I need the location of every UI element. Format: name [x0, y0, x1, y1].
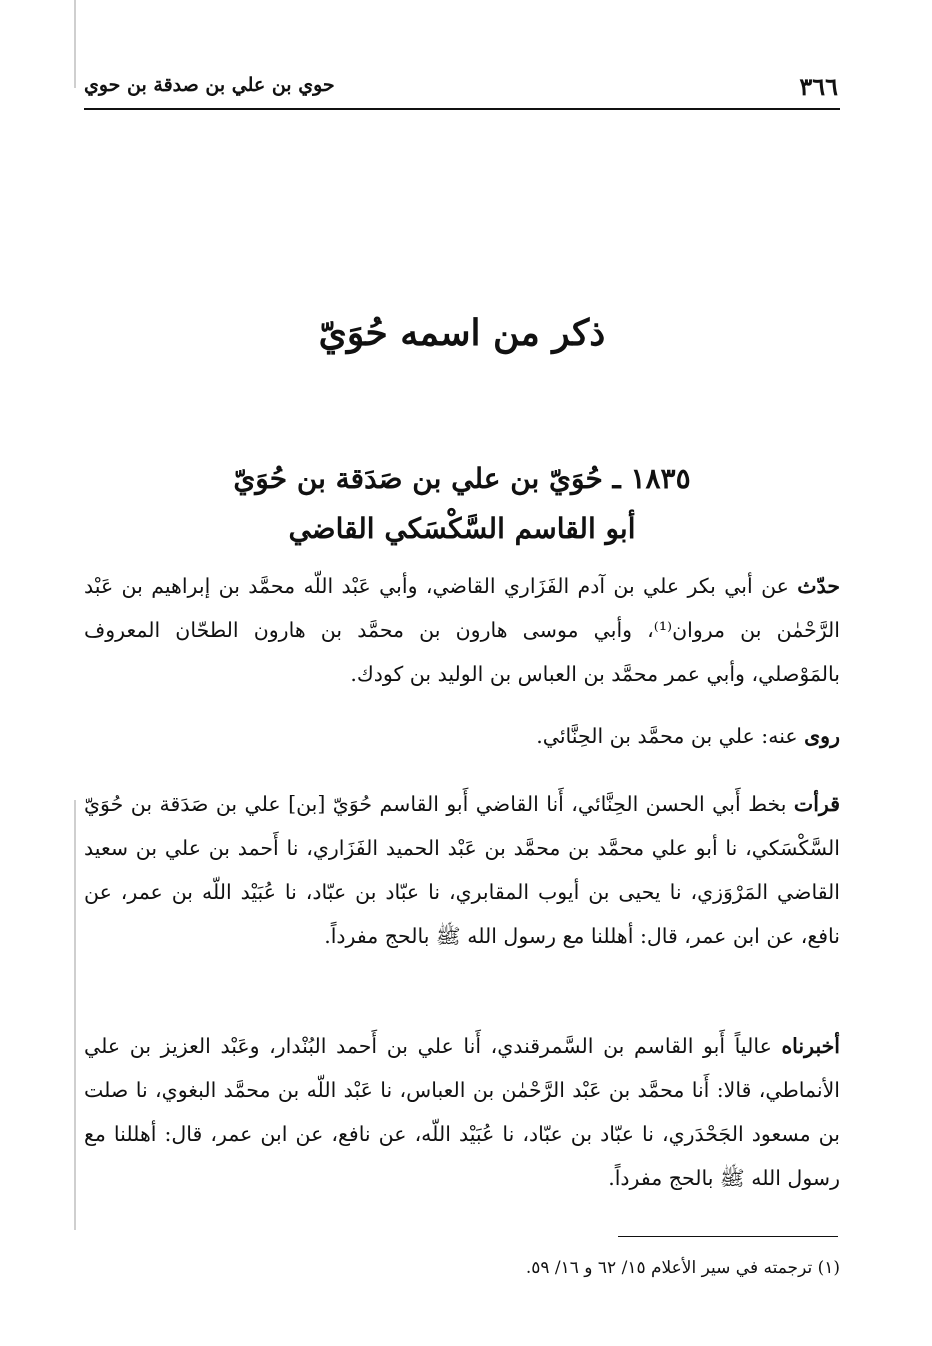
page-number: ٣٦٦	[799, 72, 838, 101]
paragraph-informed	[84, 1024, 840, 1200]
paragraph-text: بخط أَبي الحسن الحِنَّائي، أَنا القاضي أَبو القاسم حُوَيّ [بن] علي بن صَدَقة بن حُوَيّ السَّكْسَكي، نا أبو علي محمَّد بن محمَّد بن عَبْد الحميد الفَزَاري، نا أَحمد بن علي بن سعيد القاضي المَرْوَزي، نا يحيى بن أيوب المقابري، نا عبّاد بن عبّاد، نا عُبَيْد اللّه بن عمر، عن نافع، عن ابن عمر، قال: أهللنا مع رسول الله ﷺ بالحج مفرداً.	[84, 792, 840, 948]
paragraph-narrated-from	[84, 714, 840, 758]
header-rule	[84, 108, 840, 110]
paragraph-lead: حدّث	[797, 574, 840, 598]
page-header	[84, 72, 838, 106]
entry-title: ١٨٣٥ ـ حُوَيّ بن علي بن صَدَقة بن حُوَيّ	[233, 462, 691, 495]
paragraph-lead: قرأت	[793, 792, 840, 816]
paragraph-text: عنه: علي بن محمَّد بن الحِنَّائي.	[536, 724, 805, 748]
running-title: حوي بن علي بن صدقة بن حوي	[84, 74, 335, 96]
entry-subtitle: أبو القاسم السَّكْسَكي القاضي	[288, 512, 636, 545]
paragraph-text: عالياً أَبو القاسم بن السَّمرقندي، أَنا علي بن أَحمد البُنْدار، وعَبْد العزيز بن علي الأنماطي، قالا: أَنا محمَّد بن عَبْد الرَّحْمٰن بن العباس، نا عَبْد اللّه بن محمَّد البغوي، نا صلت بن مسعود الجَحْدَري، نا عبّاد بن عبّاد، نا عُبَيْد اللّه، عن نافع، عن ابن عمر، قال: أهللنا مع رسول الله ﷺ بالحج مفرداً.	[84, 1034, 840, 1190]
paragraph-lead: أخبرناه	[781, 1034, 840, 1058]
paragraph-lead: روى	[804, 724, 840, 748]
scan-edge-bottom	[74, 800, 76, 1230]
scan-edge-top	[74, 0, 76, 88]
footnote: (١) ترجمته في سير الأعلام ١٥/ ٦٢ و ١٦/ ٥٩.	[525, 1258, 840, 1278]
footnote-rule	[618, 1236, 838, 1237]
paragraph-read	[84, 782, 840, 958]
paragraph-text: عن أبي بكر علي بن آدم الفَزَاري القاضي، وأبي عَبْد اللّه محمَّد بن إبراهيم بن عَبْد الرَّحْمٰن بن مروان⁽¹⁾، وأبي موسى هارون بن محمَّد بن هارون الطحّان المعروف بالمَوْصلي، وأبي عمر محمَّد بن العباس بن الوليد بن كودك.	[84, 574, 840, 686]
paragraph-narrated	[84, 564, 840, 696]
section-title: ذكر من اسمه حُوَيّ	[318, 312, 606, 354]
